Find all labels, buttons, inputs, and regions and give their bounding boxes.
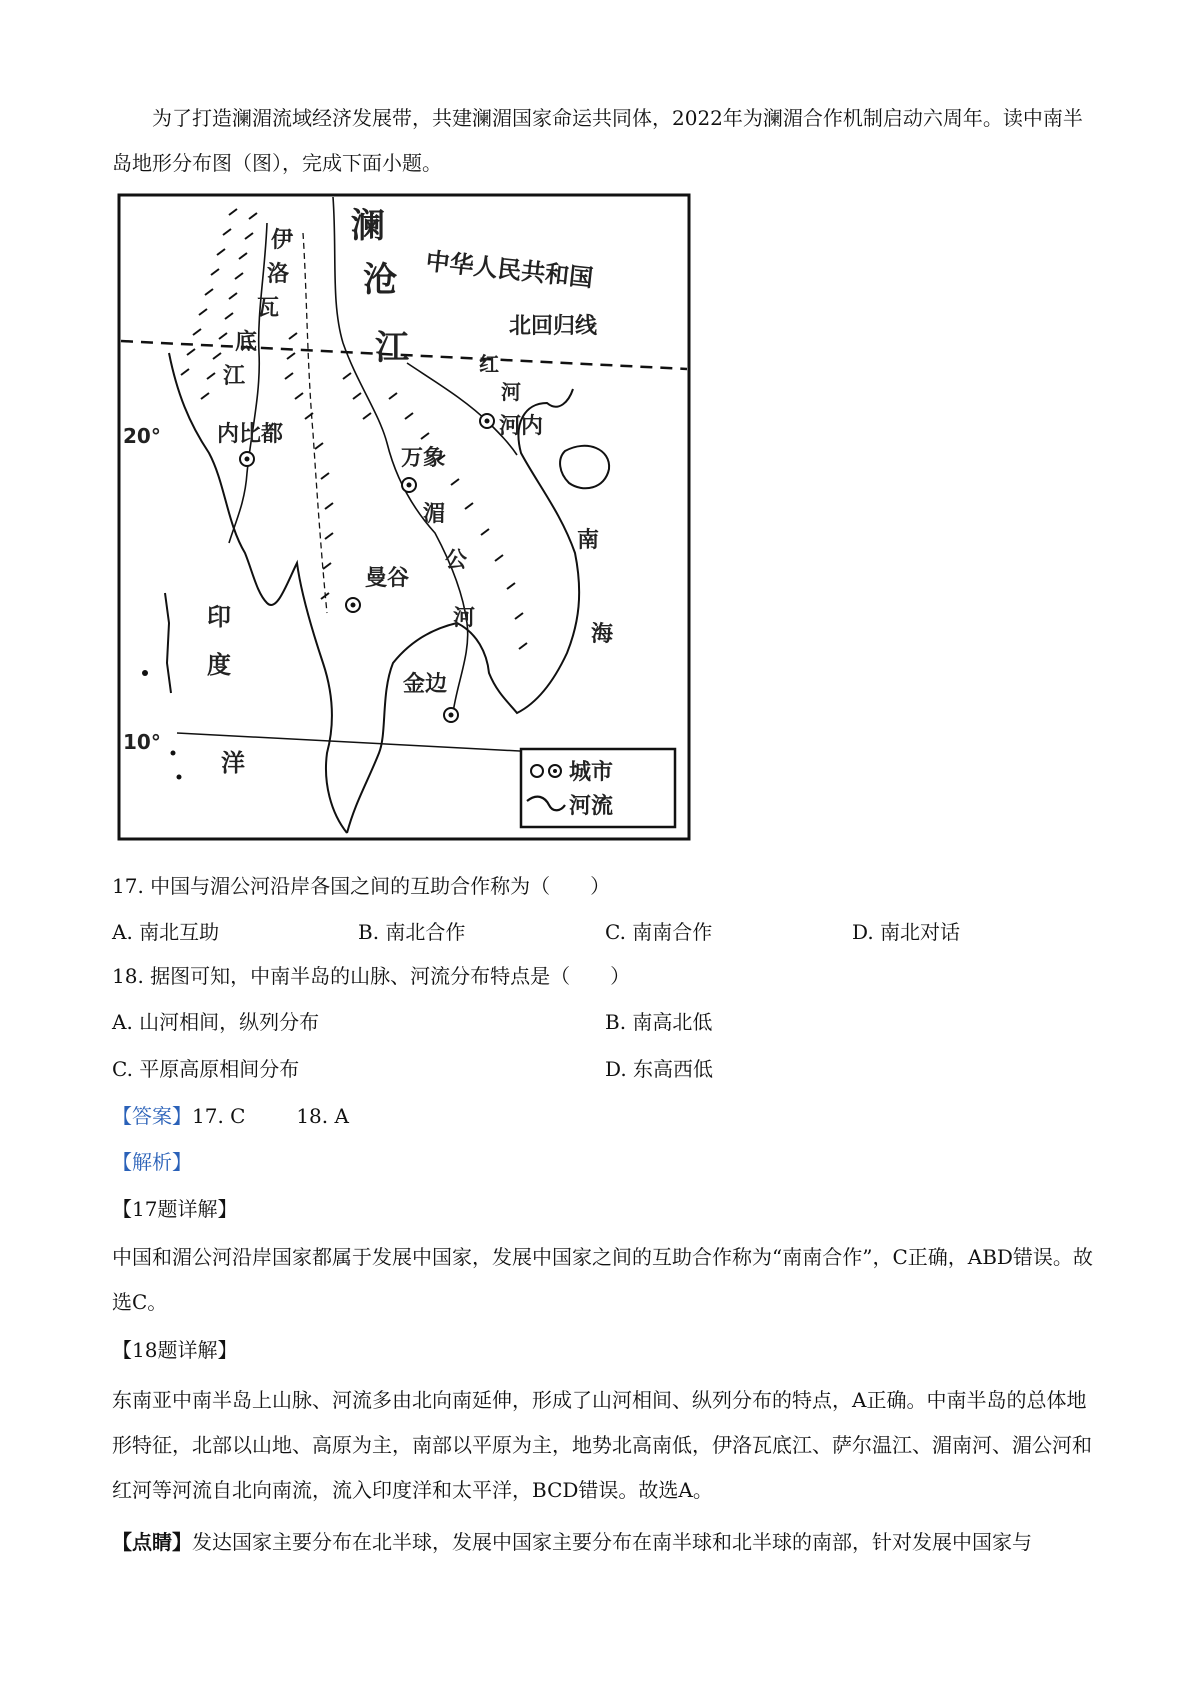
label-indian-ocean-2: 度 [207,651,231,679]
label-irrawaddy-4: 底 [235,330,258,355]
label-irrawaddy-1: 伊 [271,228,294,253]
label-vientiane: 万象 [401,446,446,471]
label-lancang-2: 沧 [363,260,397,300]
label-irrawaddy-2: 洛 [267,262,290,287]
question-17-option-a: A. 南北互助 [112,920,220,944]
answer-text: 17. C 18. A [192,1104,349,1128]
label-naypyidaw: 内比都 [217,422,284,447]
tip-text: 发达国家主要分布在北半球，发展中国家主要分布在南半球和北半球的南部，针对发展中国家与 [192,1530,1032,1554]
question-18-option-b: B. 南高北低 [605,1010,713,1034]
label-irrawaddy-3: 瓦 [257,296,280,321]
tip-label: 【点睛】 [112,1530,192,1554]
label-red-river-1: 红 [479,352,499,376]
label-hanoi: 河内 [499,414,544,439]
label-phnom-penh: 金边 [403,672,448,697]
question-18-stem: 18. 据图可知，中南半岛的山脉、河流分布特点是（ ） [112,964,631,988]
detail-17-heading: 【17题详解】 [112,1197,238,1221]
label-mekong-1: 湄 [423,502,446,527]
detail-18-heading: 【18题详解】 [112,1338,238,1362]
indochina-terrain-map [117,193,691,841]
intro-paragraph: 为了打造澜湄流域经济发展带，共建澜湄国家命运共同体，2022年为澜湄合作机制启动六周年。读中南半岛地形分布图（图），完成下面小题。 [112,106,1083,175]
city-phnom-penh-marker [444,708,458,722]
map-svg [117,193,691,841]
island-dot [177,775,182,780]
label-lat20: 20° [123,424,161,448]
island-dot [142,670,148,676]
legend-river-label: 河流 [569,794,614,819]
answer-label: 【答案】 [112,1104,192,1128]
city-bangkok-marker [346,598,360,612]
label-lat10: 10° [123,730,161,754]
answer-line [112,1102,349,1130]
island-dot [171,751,176,756]
label-nanhai-1: 南 [577,528,600,553]
label-lancang-3: 江 [375,328,409,368]
tip-line [112,1528,1032,1556]
label-indian-ocean-1: 印 [207,603,231,631]
label-nanhai-2: 海 [591,622,614,647]
question-18-option-a: A. 山河相间，纵列分布 [112,1010,320,1034]
city-vientiane-marker [402,478,416,492]
label-china: 中华人民共和国 [424,247,595,293]
label-mekong-3: 河 [453,606,476,631]
legend-city-icon [531,765,543,777]
label-bangkok: 曼谷 [365,566,410,591]
detail-18-body: 东南亚中南半岛上山脉、河流多由北向南延伸，形成了山河相间、纵列分布的特点，A正确。中南半岛的总体地形特征，北部以山地、高原为主，南部以平原为主，地势北高南低，伊洛瓦底江、萨尔温江、湄南河、湄公河和红河等河流自北向南流，流入印度洋和太平洋，BCD错误。故选A。 [112,1388,1092,1502]
legend-city-label: 城市 [569,760,614,785]
label-red-river-2: 河 [501,380,521,404]
label-tropic: 北回归线 [509,314,598,339]
question-17-stem: 17. 中国与湄公河沿岸各国之间的互助合作称为（ ） [112,874,611,898]
map-frame [119,195,689,839]
question-18-option-d: D. 东高西低 [605,1057,714,1081]
detail-17-body: 中国和湄公河沿岸国家都属于发展中国家，发展中国家之间的互助合作称为“南南合作”，C正确，ABD错误。故选C。 [112,1245,1093,1314]
question-18-option-c: C. 平原高原相间分布 [112,1057,300,1081]
map-legend [521,749,675,827]
label-indian-ocean-3: 洋 [221,749,245,777]
label-mekong-2: 公 [445,548,468,573]
label-irrawaddy-5: 江 [223,364,246,389]
label-lancang-1: 澜 [351,206,385,246]
question-17-option-c: C. 南南合作 [605,920,713,944]
city-naypyidaw-marker [240,452,254,466]
analysis-label: 【解析】 [112,1150,192,1174]
city-hanoi-marker [480,414,494,428]
question-17-option-b: B. 南北合作 [358,920,466,944]
question-17-option-d: D. 南北对话 [852,920,961,944]
